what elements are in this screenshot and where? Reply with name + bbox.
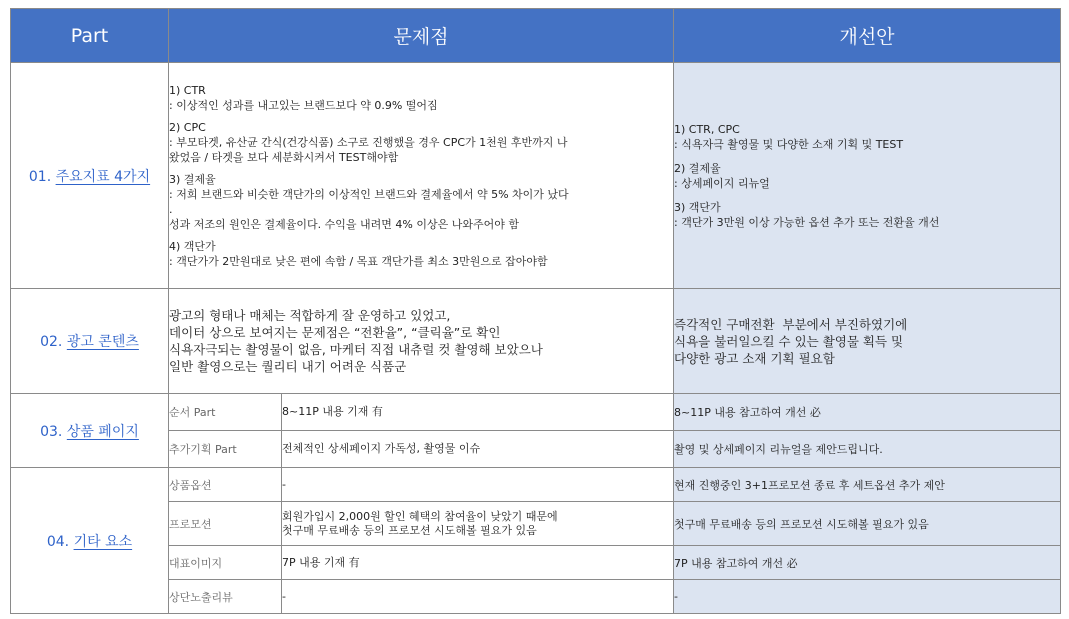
part-link-other[interactable]: 기타 요소 bbox=[73, 533, 133, 550]
header-problem: 문제점 bbox=[169, 9, 674, 63]
row-key-metrics bbox=[11, 63, 1061, 289]
sub-improvement: 현재 진행중인 3+1프로모션 종료 후 세트옵션 추가 제안 bbox=[674, 468, 1061, 502]
improvement-item: 1) CTR, CPC : 식욕자극 촬영물 및 다양한 소재 기획 및 TEST bbox=[674, 122, 904, 151]
problem-item: 3) 결제율 : 저희 브랜드와 비슷한 객단가의 이상적인 브랜드와 결제율에서 약 5% 차이가 났다 . 성과 저조의 원인은 결제율이다. 수익을 내려면 4% 이상은 나와주어야 함 bbox=[169, 172, 569, 231]
row-product-page-2 bbox=[11, 431, 1061, 468]
sub-label: 순서 Part bbox=[169, 394, 282, 431]
part-number: 01. bbox=[28, 168, 52, 185]
problem-item: 2) CPC : 부모타겟, 유산균 간식(건강식품) 소구로 진행했을 경우 CPC가 1천원 후반까지 나 왔었음 / 타겟을 보다 세분화시켜서 TEST해야함 bbox=[169, 120, 568, 164]
sub-problem: 회원가입시 2,000원 할인 혜택의 참여율이 낮았기 때문에 첫구매 무료배송 등의 프로모션 시도해볼 필요가 있음 bbox=[282, 502, 674, 546]
sub-problem: - bbox=[282, 580, 674, 614]
analysis-table bbox=[10, 8, 1061, 614]
sub-label: 추가기획 Part bbox=[169, 431, 282, 468]
part-ad-content bbox=[11, 289, 169, 394]
problem-ad-content: 광고의 형태나 매체는 적합하게 잘 운영하고 있었고, 데이터 상으로 보여지는 문제점은 “전환율”, “클릭율”로 확인 식욕자극되는 촬영물이 없음, 마케터 직접 내츄럴 컷 촬영해 보았으나 일반 촬영으로는 퀄리티 내기 어려운 식품군 bbox=[169, 289, 674, 394]
sub-label: 상품옵션 bbox=[169, 468, 282, 502]
improvement-item: 3) 객단가 : 객단가 3만원 이상 가능한 옵션 추가 또는 전환율 개선 bbox=[674, 200, 940, 229]
sub-label: 상단노출리뷰 bbox=[169, 580, 282, 614]
part-number: 03. bbox=[40, 423, 63, 440]
header-part: Part bbox=[11, 9, 169, 63]
sub-problem: - bbox=[282, 468, 674, 502]
part-link-product-page[interactable]: 상품 페이지 bbox=[66, 423, 139, 440]
part-link-ad-content[interactable]: 광고 콘텐츠 bbox=[66, 334, 139, 350]
part-number: 04. bbox=[46, 533, 70, 550]
part-product-page bbox=[11, 394, 169, 468]
sub-improvement: 7P 내용 참고하여 개선 必 bbox=[674, 546, 1061, 580]
row-product-page-1 bbox=[11, 394, 1061, 431]
row-ad-content bbox=[11, 289, 1061, 394]
improvement-ad-content: 즉각적인 구매전환 부분에서 부진하였기에 식욕을 불러일으킬 수 있는 촬영물 획득 및 다양한 광고 소재 기획 필요함 bbox=[674, 289, 1061, 394]
problem-key-metrics bbox=[169, 63, 674, 289]
sub-problem: 7P 내용 기재 有 bbox=[282, 546, 674, 580]
problem-item: 1) CTR : 이상적인 성과를 내고있는 브랜드보다 약 0.9% 떨어짐 bbox=[169, 83, 438, 112]
header-improvement: 개선안 bbox=[674, 9, 1061, 63]
improvement-key-metrics bbox=[674, 63, 1061, 289]
part-key-metrics bbox=[11, 63, 169, 289]
header-row bbox=[11, 9, 1061, 63]
sub-problem: 전체적인 상세페이지 가독성, 촬영물 이슈 bbox=[282, 431, 674, 468]
part-other bbox=[11, 468, 169, 614]
part-number: 02. bbox=[40, 334, 63, 350]
sub-label: 프로모션 bbox=[169, 502, 282, 546]
sub-improvement: 8~11P 내용 참고하여 개선 必 bbox=[674, 394, 1061, 431]
part-link-key-metrics[interactable]: 주요지표 4가지 bbox=[55, 168, 151, 185]
sub-improvement: 첫구매 무료배송 등의 프로모션 시도해볼 필요가 있음 bbox=[674, 502, 1061, 546]
sub-label: 대표이미지 bbox=[169, 546, 282, 580]
row-other-4 bbox=[11, 580, 1061, 614]
sub-problem: 8~11P 내용 기재 有 bbox=[282, 394, 674, 431]
improvement-item: 2) 결제율 : 상세페이지 리뉴얼 bbox=[674, 161, 770, 190]
sub-improvement: 촬영 및 상세페이지 리뉴얼을 제안드립니다. bbox=[674, 431, 1061, 468]
row-other-1 bbox=[11, 468, 1061, 502]
sub-improvement: - bbox=[674, 580, 1061, 614]
problem-item: 4) 객단가 : 객단가가 2만원대로 낮은 편에 속함 / 목표 객단가를 최소 3만원으로 잡아야함 bbox=[169, 239, 548, 268]
row-other-2 bbox=[11, 502, 1061, 546]
row-other-3 bbox=[11, 546, 1061, 580]
